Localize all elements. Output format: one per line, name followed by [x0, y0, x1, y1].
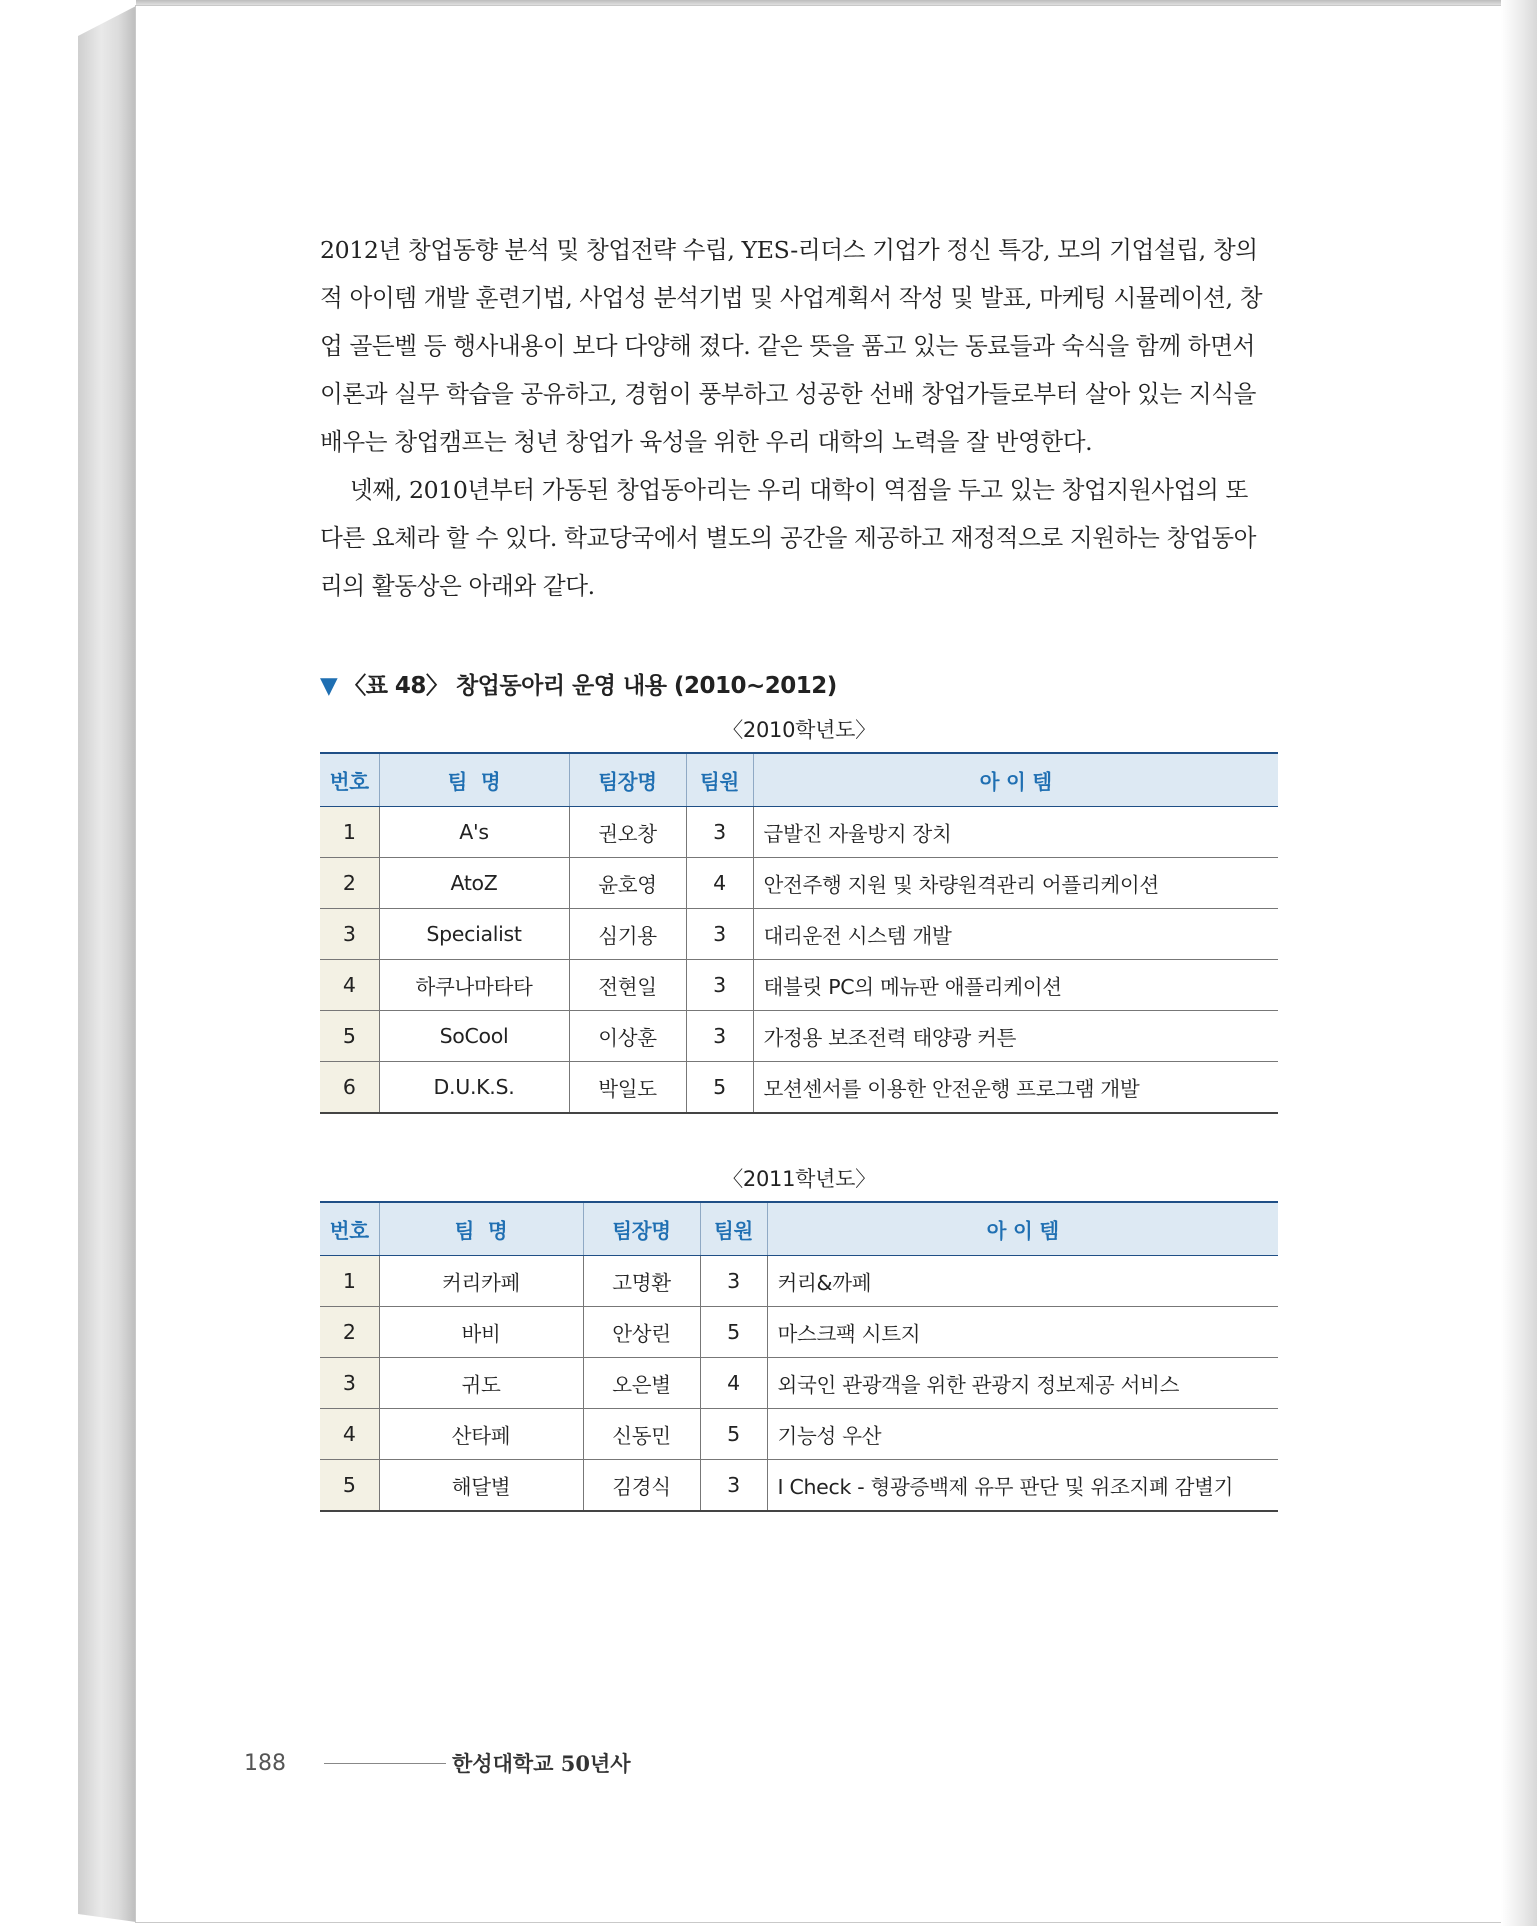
cell-members: 3	[686, 909, 753, 960]
cell-team: D.U.K.S.	[379, 1062, 569, 1114]
cell-team: AtoZ	[379, 858, 569, 909]
table-heading	[320, 667, 837, 700]
cell-leader: 안상린	[583, 1307, 700, 1358]
table-caption-2010: 〈2010학년도〉	[722, 718, 876, 742]
table-row	[320, 1062, 1278, 1114]
cell-members: 5	[686, 1062, 753, 1114]
cell-leader: 전현일	[569, 960, 686, 1011]
text-line: 이론과 실무 학습을 공유하고, 경험이 풍부하고 성공한 선배 창업가들로부터 살아 있는 지식을	[320, 380, 1257, 408]
cell-team: 커리카페	[379, 1256, 583, 1307]
cell-item: 외국인 관광객을 위한 관광지 정보제공 서비스	[767, 1358, 1278, 1409]
header-members: 팀원	[686, 753, 753, 807]
cell-team: 귀도	[379, 1358, 583, 1409]
cell-item: 마스크팩 시트지	[767, 1307, 1278, 1358]
cell-members: 3	[700, 1460, 767, 1512]
book-page-stack	[78, 6, 136, 1922]
page-footer	[244, 1748, 631, 1778]
footer-rule	[324, 1763, 446, 1764]
cell-members: 3	[700, 1256, 767, 1307]
text-line: 배우는 창업캠프는 청년 창업가 육성을 위한 우리 대학의 노력을 잘 반영한다.	[320, 428, 1093, 456]
header-number: 번호	[320, 1202, 379, 1256]
cell-leader: 심기용	[569, 909, 686, 960]
text-line: 리의 활동상은 아래와 같다.	[320, 572, 595, 600]
cell-item: 대리운전 시스템 개발	[753, 909, 1278, 960]
table-header-row	[320, 1202, 1278, 1256]
cell-members: 3	[686, 960, 753, 1011]
cell-number: 5	[320, 1011, 379, 1062]
table-row	[320, 807, 1278, 858]
table-row	[320, 909, 1278, 960]
text-line: 다른 요체라 할 수 있다. 학교당국에서 별도의 공간을 제공하고 재정적으로 지원하는 창업동아	[320, 524, 1257, 552]
cell-item: 기능성 우산	[767, 1409, 1278, 1460]
cell-item: 태블릿 PC의 메뉴판 애플리케이션	[753, 960, 1278, 1011]
cell-number: 3	[320, 909, 379, 960]
cell-leader: 고명환	[583, 1256, 700, 1307]
cell-number: 1	[320, 1256, 379, 1307]
table-row	[320, 1307, 1278, 1358]
body-text	[320, 226, 1282, 610]
table-row	[320, 1256, 1278, 1307]
header-team-name: 팀 명	[379, 1202, 583, 1256]
cell-team: 하쿠나마타타	[379, 960, 569, 1011]
page-gutter-shadow	[1501, 0, 1537, 1926]
header-number: 번호	[320, 753, 379, 807]
cell-members: 5	[700, 1409, 767, 1460]
cell-members: 5	[700, 1307, 767, 1358]
cell-team: SoCool	[379, 1011, 569, 1062]
cell-team: 산타페	[379, 1409, 583, 1460]
header-item: 아 이 템	[767, 1202, 1278, 1256]
header-leader: 팀장명	[583, 1202, 700, 1256]
table-row	[320, 1409, 1278, 1460]
cell-members: 4	[700, 1358, 767, 1409]
cell-leader: 윤호영	[569, 858, 686, 909]
cell-members: 4	[686, 858, 753, 909]
text-line: 적 아이템 개발 훈련기법, 사업성 분석기법 및 사업계획서 작성 및 발표, 마케팅 시뮬레이션, 창	[320, 284, 1263, 312]
cell-leader: 권오창	[569, 807, 686, 858]
cell-item: I Check - 형광증백제 유무 판단 및 위조지폐 감별기	[767, 1460, 1278, 1512]
table-caption-2011: 〈2011학년도〉	[722, 1167, 876, 1191]
table-title: 〈표 48〉 창업동아리 운영 내용 (2010~2012)	[343, 673, 837, 699]
table-row	[320, 960, 1278, 1011]
cell-item: 모션센서를 이용한 안전운행 프로그램 개발	[753, 1062, 1278, 1114]
book-title: 한성대학교 50년사	[452, 1751, 631, 1776]
cell-team: 해달별	[379, 1460, 583, 1512]
header-item: 아 이 템	[753, 753, 1278, 807]
cell-number: 4	[320, 1409, 379, 1460]
cell-number: 2	[320, 858, 379, 909]
cell-item: 급발진 자율방지 장치	[753, 807, 1278, 858]
cell-leader: 박일도	[569, 1062, 686, 1114]
cell-number: 6	[320, 1062, 379, 1114]
cell-number: 5	[320, 1460, 379, 1512]
cell-item: 가정용 보조전력 태양광 커튼	[753, 1011, 1278, 1062]
cell-leader: 김경식	[583, 1460, 700, 1512]
cell-leader: 오은별	[583, 1358, 700, 1409]
cell-members: 3	[686, 1011, 753, 1062]
cell-leader: 이상훈	[569, 1011, 686, 1062]
header-members: 팀원	[700, 1202, 767, 1256]
text-line: 넷째, 2010년부터 가동된 창업동아리는 우리 대학이 역점을 두고 있는 창업지원사업의 또	[350, 476, 1248, 504]
table-row	[320, 1460, 1278, 1512]
clubs-table-2011	[320, 1201, 1278, 1512]
text-line: 2012년 창업동향 분석 및 창업전략 수립, YES-리더스 기업가 정신 특강, 모의 기업설립, 창의	[320, 236, 1258, 264]
text-line: 업 골든벨 등 행사내용이 보다 다양해 졌다. 같은 뜻을 품고 있는 동료들과 숙식을 함께 하면서	[320, 332, 1255, 360]
table-row	[320, 1011, 1278, 1062]
table-row	[320, 858, 1278, 909]
cell-team: A's	[379, 807, 569, 858]
cell-number: 3	[320, 1358, 379, 1409]
triangle-down-icon: ▼	[320, 673, 338, 699]
cell-team: Specialist	[379, 909, 569, 960]
header-leader: 팀장명	[569, 753, 686, 807]
cell-number: 1	[320, 807, 379, 858]
cell-item: 안전주행 지원 및 차량원격관리 어플리케이션	[753, 858, 1278, 909]
paragraph-1	[320, 226, 1282, 466]
cell-team: 바비	[379, 1307, 583, 1358]
clubs-table-2010	[320, 752, 1278, 1114]
cell-leader: 신동민	[583, 1409, 700, 1460]
page-number: 188	[244, 1750, 286, 1776]
cell-number: 2	[320, 1307, 379, 1358]
header-team-name: 팀 명	[379, 753, 569, 807]
cell-number: 4	[320, 960, 379, 1011]
paragraph-2	[320, 466, 1282, 610]
cell-item: 커리&까페	[767, 1256, 1278, 1307]
table-row	[320, 1358, 1278, 1409]
table-header-row	[320, 753, 1278, 807]
cell-members: 3	[686, 807, 753, 858]
